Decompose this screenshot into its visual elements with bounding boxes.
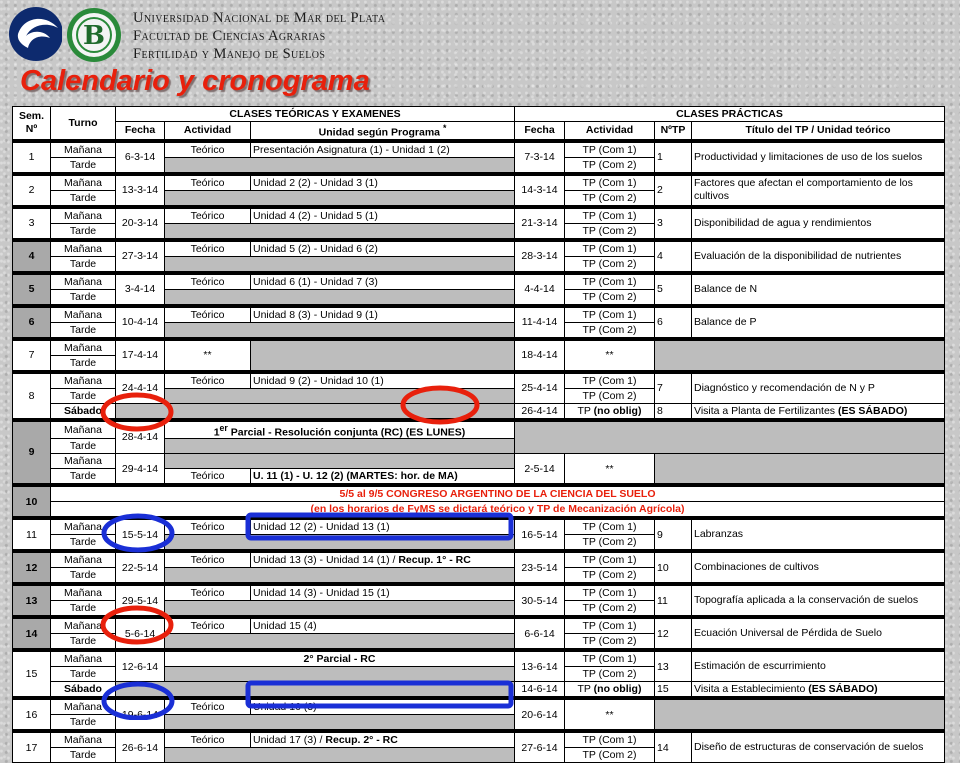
unidad-text: Unidad 6 (1) - Unidad 7 (3) <box>251 274 515 289</box>
fecha-teorico: 12-6-14 <box>116 652 165 682</box>
turno-tarde: Tarde <box>51 256 116 272</box>
university-logo-icon <box>6 4 62 62</box>
ntp: 3 <box>655 208 692 239</box>
unidad-text: Unidad 14 (3) - Unidad 15 (1) <box>251 586 515 601</box>
fecha-practica: 4-4-14 <box>515 274 565 305</box>
ntp-sabado: 15 <box>655 682 692 698</box>
titulo-sabado <box>692 403 945 419</box>
ntp: 9 <box>655 520 692 551</box>
ntp: 10 <box>655 553 692 584</box>
sem-number: 13 <box>13 586 51 617</box>
fecha-practica: 7-3-14 <box>515 142 565 173</box>
unidad-plain: Unidad 17 (3) / <box>253 734 323 746</box>
sem-number: 16 <box>13 700 51 731</box>
unidad-text <box>251 733 515 748</box>
practice-empty <box>655 340 945 371</box>
turno-manana: Mañana <box>51 340 116 355</box>
unidad-text: Unidad 16 (3) <box>251 700 515 715</box>
fecha-practica: 30-5-14 <box>515 586 565 617</box>
parcial-text: Parcial - Resolución conjunta (RC) <box>230 426 403 438</box>
actividad-teorico: Teórico <box>165 700 251 715</box>
unidad-text: Unidad 15 (4) <box>251 619 515 634</box>
actividad-practica: TP (Com 2) <box>565 568 655 584</box>
ntp: 6 <box>655 307 692 338</box>
turno-tarde: Tarde <box>51 535 116 551</box>
titulo-sabado <box>692 682 945 698</box>
table-row <box>13 586 945 601</box>
turno-tarde: Tarde <box>51 568 116 584</box>
practice-empty <box>655 700 945 731</box>
titulo-tp: Factores que afectan el comportamiento de los cultivos <box>692 175 945 206</box>
table-row <box>13 454 945 469</box>
table-row <box>13 142 945 157</box>
actividad-sabado: TP (no oblig) <box>565 682 655 698</box>
col-group-theory: CLASES TEÓRICAS Y EXAMENES <box>116 107 515 122</box>
table-row <box>13 274 945 289</box>
ntp: 11 <box>655 586 692 617</box>
sem-number: 9 <box>13 421 51 485</box>
actividad-teorico: Teórico <box>165 586 251 601</box>
parcial-note: (ES LUNES) <box>405 426 466 438</box>
table-row <box>13 241 945 256</box>
titulo-tp: Labranzas <box>692 520 945 551</box>
sat-bold: (ES SÁBADO) <box>837 404 908 417</box>
actividad-practica: TP (Com 1) <box>565 553 655 568</box>
fecha-teorico: 20-3-14 <box>116 208 165 239</box>
ntp: 13 <box>655 652 692 682</box>
table-row <box>13 340 945 355</box>
fecha-teorico: 6-3-14 <box>116 142 165 173</box>
fecha-teorico: 26-6-14 <box>116 733 165 763</box>
actividad-teorico: Teórico <box>165 469 251 485</box>
table-row <box>13 208 945 223</box>
theory-empty <box>165 322 515 338</box>
titulo-tp: Diseño de estructuras de conservación de suelos <box>692 733 945 763</box>
titulo-tp: Disponibilidad de agua y rendimientos <box>692 208 945 239</box>
actividad-sabado: TP (no oblig) <box>565 403 655 419</box>
course-name: Fertilidad y Manejo de Suelos <box>133 46 326 62</box>
actividad-practica: TP (Com 2) <box>565 190 655 206</box>
actividad-teorico: Teórico <box>165 520 251 535</box>
turno-tarde: Tarde <box>51 634 116 650</box>
titulo-tp: Productividad y limitaciones de uso de los suelos <box>692 142 945 173</box>
actividad-teorico: Teórico <box>165 175 251 190</box>
fecha-practica: 25-4-14 <box>515 373 565 403</box>
seal-letter: B <box>83 21 105 51</box>
turno-manana: Mañana <box>51 142 116 157</box>
fecha-teorico: 27-3-14 <box>116 241 165 272</box>
table-row <box>13 520 945 535</box>
turno-tarde: Tarde <box>51 289 116 305</box>
turno-tarde: Tarde <box>51 223 116 239</box>
turno-manana: Mañana <box>51 586 116 601</box>
actividad-practica: TP (Com 2) <box>565 634 655 650</box>
turno-tarde: Tarde <box>51 439 116 454</box>
theory-empty <box>116 403 515 419</box>
theory-empty <box>165 223 515 239</box>
actividad-practica: TP (Com 1) <box>565 619 655 634</box>
sem-number: 17 <box>13 733 51 763</box>
parcial-num: 1 <box>213 426 220 438</box>
col-unidad: Unidad según Programa * <box>251 122 515 141</box>
titulo-tp: Combinaciones de cultivos <box>692 553 945 584</box>
parcial-2: 2° Parcial - RC <box>165 652 515 667</box>
turno-manana: Mañana <box>51 652 116 667</box>
sem-number: 10 <box>13 487 51 518</box>
col-titulo: Título del TP / Unidad teórico <box>692 122 945 141</box>
turno-tarde: Tarde <box>51 469 116 485</box>
turno-manana: Mañana <box>51 553 116 568</box>
turno-manana: Mañana <box>51 421 116 439</box>
actividad-practica: TP (Com 1) <box>565 142 655 157</box>
ntp: 2 <box>655 175 692 206</box>
fecha-sabado: 14-6-14 <box>515 682 565 698</box>
turno-sabado: Sábado <box>51 682 116 698</box>
theory-empty <box>165 601 515 617</box>
actividad-practica: TP (Com 1) <box>565 520 655 535</box>
schedule-table-wrap <box>12 106 944 761</box>
fecha-practica: 2-5-14 <box>515 454 565 485</box>
actividad-practica: TP (Com 1) <box>565 274 655 289</box>
ntp: 14 <box>655 733 692 763</box>
turno-manana: Mañana <box>51 274 116 289</box>
sat-title: Visita a Planta de Fertilizantes <box>694 404 836 417</box>
actividad-teorico: Teórico <box>165 241 251 256</box>
theory-empty <box>165 715 515 731</box>
turno-manana: Mañana <box>51 175 116 190</box>
sem-number: 4 <box>13 241 51 272</box>
actividad-teorico: Teórico <box>165 373 251 388</box>
turno-tarde: Tarde <box>51 667 116 682</box>
actividad-practica: TP (Com 1) <box>565 373 655 388</box>
sem-number: 5 <box>13 274 51 305</box>
actividad-practica: TP (Com 2) <box>565 157 655 173</box>
fecha-practica: 13-6-14 <box>515 652 565 682</box>
sem-number: 11 <box>13 520 51 551</box>
page-header <box>0 0 960 100</box>
unidad-text: Unidad 5 (2) - Unidad 6 (2) <box>251 241 515 256</box>
actividad-teorico: Teórico <box>165 142 251 157</box>
faculty-seal-icon <box>64 6 124 64</box>
sem-number: 7 <box>13 340 51 371</box>
titulo-tp: Balance de P <box>692 307 945 338</box>
col-fecha-t: Fecha <box>116 122 165 141</box>
fecha-practica: 23-5-14 <box>515 553 565 584</box>
table-row <box>13 700 945 715</box>
theory-empty <box>165 454 515 469</box>
actividad-practica: ** <box>565 454 655 485</box>
table-row <box>13 733 945 748</box>
col-turno-header: Turno <box>51 107 116 141</box>
table-row <box>13 487 945 502</box>
turno-manana: Mañana <box>51 619 116 634</box>
turno-manana: Mañana <box>51 733 116 748</box>
unidad-text: Presentación Asignatura (1) - Unidad 1 (2) <box>251 142 515 157</box>
actividad-practica: TP (Com 1) <box>565 307 655 322</box>
fecha-sabado: 26-4-14 <box>515 403 565 419</box>
turno-manana: Mañana <box>51 208 116 223</box>
titulo-tp: Diagnóstico y recomendación de N y P <box>692 373 945 403</box>
ntp: 1 <box>655 142 692 173</box>
theory-empty <box>165 748 515 763</box>
tp-no-oblig: (no oblig) <box>593 683 642 695</box>
congress-line-2: (en los horarios de FyMS se dictará teórico y TP de Mecanización Agrícola) <box>51 502 945 518</box>
theory-empty <box>165 388 515 403</box>
actividad-teorico: ** <box>165 340 251 371</box>
actividad-teorico: Teórico <box>165 274 251 289</box>
sem-number: 6 <box>13 307 51 338</box>
col-sem-header: Sem. Nº <box>13 107 51 141</box>
schedule-table <box>12 106 945 763</box>
titulo-tp: Balance de N <box>692 274 945 305</box>
turno-manana: Mañana <box>51 520 116 535</box>
actividad-practica: TP (Com 1) <box>565 175 655 190</box>
col-group-practice: CLASES PRÁCTICAS <box>515 107 945 122</box>
actividad-practica: TP (Com 2) <box>565 289 655 305</box>
actividad-teorico: Teórico <box>165 307 251 322</box>
table-row <box>13 175 945 190</box>
tp-no-oblig: (no oblig) <box>593 404 642 417</box>
sem-number: 2 <box>13 175 51 206</box>
sem-number: 1 <box>13 142 51 173</box>
fecha-teorico: 24-4-14 <box>116 373 165 403</box>
actividad-practica: ** <box>565 340 655 371</box>
table-row <box>13 502 945 518</box>
turno-manana: Mañana <box>51 454 116 469</box>
parcial-1: 1er Parcial - Resolución conjunta (RC) (ES LUNES) <box>165 421 515 439</box>
table-row <box>13 403 945 419</box>
institution-lines <box>133 9 385 63</box>
sem-number: 15 <box>13 652 51 698</box>
sem-number: 14 <box>13 619 51 650</box>
titulo-tp: Evaluación de la disponibilidad de nutrientes <box>692 241 945 272</box>
unidad-text <box>251 553 515 568</box>
fecha-teorico: 3-4-14 <box>116 274 165 305</box>
ntp: 5 <box>655 274 692 305</box>
theory-empty <box>116 682 515 698</box>
turno-tarde: Tarde <box>51 157 116 173</box>
turno-tarde: Tarde <box>51 190 116 206</box>
theory-empty <box>251 340 515 371</box>
fecha-teorico: 29-5-14 <box>116 586 165 617</box>
unidad-text: Unidad 12 (2) - Unidad 13 (1) <box>251 520 515 535</box>
actividad-practica: TP (Com 2) <box>565 601 655 617</box>
titulo-tp: Ecuación Universal de Pérdida de Suelo <box>692 619 945 650</box>
fecha-teorico: 5-6-14 <box>116 619 165 650</box>
fecha-teorico: 29-4-14 <box>116 454 165 485</box>
schedule-body <box>13 107 945 763</box>
actividad-teorico: Teórico <box>165 553 251 568</box>
unidad-text: Unidad 8 (3) - Unidad 9 (1) <box>251 307 515 322</box>
turno-manana: Mañana <box>51 700 116 715</box>
theory-empty <box>165 289 515 305</box>
theory-empty <box>165 568 515 584</box>
turno-manana: Mañana <box>51 241 116 256</box>
unidad-plain: Unidad 13 (3) - Unidad 14 (1) / <box>253 554 396 566</box>
turno-tarde: Tarde <box>51 388 116 403</box>
unidad-text: Unidad 2 (2) - Unidad 3 (1) <box>251 175 515 190</box>
theory-empty <box>165 439 515 454</box>
theory-empty <box>165 667 515 682</box>
actividad-practica: TP (Com 2) <box>565 223 655 239</box>
unidad-recup: Recup. 2° - RC <box>325 734 398 746</box>
actividad-practica: TP (Com 1) <box>565 733 655 748</box>
sem-number: 12 <box>13 553 51 584</box>
actividad-practica: TP (Com 2) <box>565 256 655 272</box>
table-row <box>13 619 945 634</box>
table-row <box>13 307 945 322</box>
table-row <box>13 682 945 698</box>
fecha-teorico: 17-4-14 <box>116 340 165 371</box>
sem-number: 3 <box>13 208 51 239</box>
turno-tarde: Tarde <box>51 748 116 763</box>
fecha-teorico: 15-5-14 <box>116 520 165 551</box>
actividad-practica: TP (Com 2) <box>565 388 655 403</box>
actividad-practica: TP (Com 1) <box>565 652 655 667</box>
actividad-teorico: Teórico <box>165 733 251 748</box>
fecha-practica: 18-4-14 <box>515 340 565 371</box>
actividad-practica: TP (Com 1) <box>565 208 655 223</box>
turno-tarde: Tarde <box>51 355 116 371</box>
fecha-practica: 28-3-14 <box>515 241 565 272</box>
practice-empty <box>655 454 945 485</box>
ntp-sabado: 8 <box>655 403 692 419</box>
col-ntp: NºTP <box>655 122 692 141</box>
turno-tarde: Tarde <box>51 715 116 731</box>
sat-bold: (ES SÁBADO) <box>808 683 878 695</box>
turno-tarde: Tarde <box>51 322 116 338</box>
unidad-recup: Recup. 1° - RC <box>398 554 471 566</box>
actividad-teorico: Teórico <box>165 208 251 223</box>
actividad-practica: TP (Com 2) <box>565 535 655 551</box>
actividad-practica: TP (Com 1) <box>565 241 655 256</box>
turno-manana: Mañana <box>51 307 116 322</box>
fecha-practica: 16-5-14 <box>515 520 565 551</box>
theory-empty <box>165 535 515 551</box>
actividad-practica: ** <box>565 700 655 731</box>
table-row <box>13 652 945 667</box>
unidad-text: Unidad 9 (2) - Unidad 10 (1) <box>251 373 515 388</box>
table-row <box>13 373 945 388</box>
fecha-practica: 27-6-14 <box>515 733 565 763</box>
fecha-practica: 6-6-14 <box>515 619 565 650</box>
theory-empty <box>165 190 515 206</box>
col-actividad-t: Actividad <box>165 122 251 141</box>
table-row <box>13 421 945 439</box>
fecha-practica: 11-4-14 <box>515 307 565 338</box>
turno-sabado: Sábado <box>51 403 116 419</box>
sem-number: 8 <box>13 373 51 419</box>
fecha-practica: 21-3-14 <box>515 208 565 239</box>
fecha-teorico: 28-4-14 <box>116 421 165 454</box>
table-row <box>13 553 945 568</box>
fecha-practica: 20-6-14 <box>515 700 565 731</box>
unidad-text: Unidad 4 (2) - Unidad 5 (1) <box>251 208 515 223</box>
ntp: 7 <box>655 373 692 403</box>
unidad-text: U. 11 (1) - U. 12 (2) (MARTES: hor. de MA) <box>251 469 515 485</box>
actividad-practica: TP (Com 2) <box>565 322 655 338</box>
ntp: 4 <box>655 241 692 272</box>
fecha-teorico: 19-6-14 <box>116 700 165 731</box>
actividad-practica: TP (Com 2) <box>565 667 655 682</box>
congress-line-1: 5/5 al 9/5 CONGRESO ARGENTINO DE LA CIENCIA DEL SUELO <box>51 487 945 502</box>
sat-title: Visita a Establecimiento <box>694 683 806 695</box>
university-name: Universidad Nacional de Mar del Plata <box>133 10 386 26</box>
theory-empty <box>165 256 515 272</box>
fecha-teorico: 10-4-14 <box>116 307 165 338</box>
faculty-name: Facultad de Ciencias Agrarias <box>133 28 326 44</box>
actividad-practica: TP (Com 2) <box>565 748 655 763</box>
actividad-teorico: Teórico <box>165 619 251 634</box>
fecha-practica: 14-3-14 <box>515 175 565 206</box>
page-title: Calendario y cronograma <box>20 65 370 97</box>
col-fecha-p: Fecha <box>515 122 565 141</box>
titulo-tp: Estimación de escurrimiento <box>692 652 945 682</box>
titulo-tp: Topografía aplicada a la conservación de suelos <box>692 586 945 617</box>
fecha-teorico: 13-3-14 <box>116 175 165 206</box>
theory-empty <box>165 634 515 650</box>
theory-empty <box>165 157 515 173</box>
ntp: 12 <box>655 619 692 650</box>
actividad-practica: TP (Com 1) <box>565 586 655 601</box>
fecha-teorico: 22-5-14 <box>116 553 165 584</box>
turno-manana: Mañana <box>51 373 116 388</box>
col-actividad-p: Actividad <box>565 122 655 141</box>
turno-tarde: Tarde <box>51 601 116 617</box>
unidad-mark: * <box>442 123 447 133</box>
practice-empty <box>515 421 945 454</box>
